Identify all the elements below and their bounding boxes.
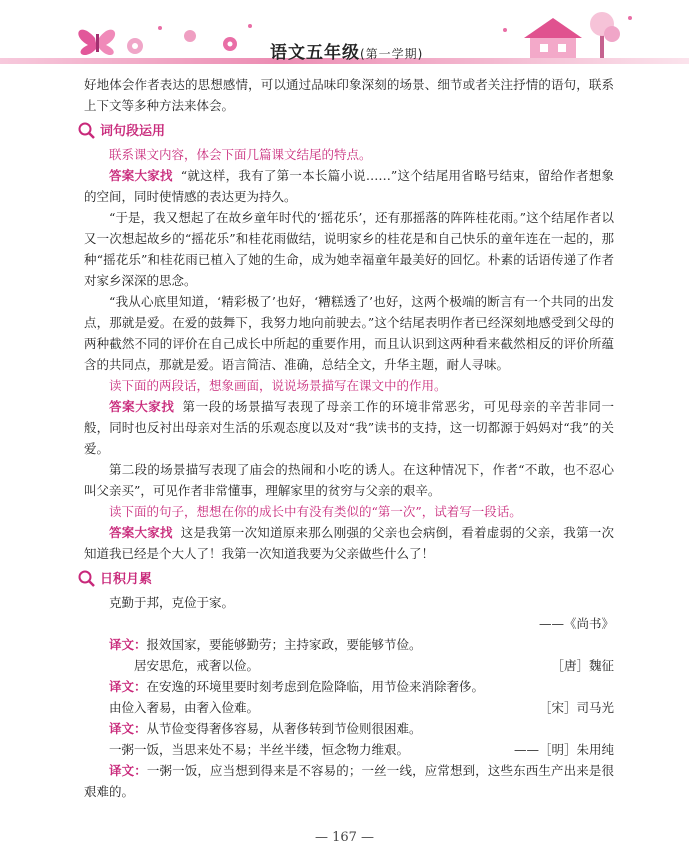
quote-source: ［唐］魏征 (551, 658, 614, 673)
quote-text: 克勤于邦，克俭于家。 (109, 595, 235, 610)
page-title (270, 38, 423, 63)
answer-paragraph: “于是，我又想起了在故乡童年时代的‘摇花乐’，还有那摇落的阵阵桂花雨。”这个结尾作者以又一次想起故乡的“摇花乐”和桂花雨做结，说明家乡的桂花是和自己快乐的童年连在一起的，那种“摇花乐”和桂花雨已植入了她的生命，成为她幸福童年最美好的回忆。朴素的话语传递了作者对家乡深深的思念。 (84, 210, 614, 288)
answer-text: “就这样，我有了第一本长篇小说……”这个结尾用省略号结束，留给作者想象的空间，同时使情感的表达更为持久。 (84, 168, 614, 204)
book-title: 语文五年级 (270, 43, 360, 63)
question-prompt-1: 联系课文内容，体会下面几篇课文结尾的特点。 (109, 147, 372, 162)
translation-text: 从节俭变得奢侈容易，从奢侈转到节俭则很困难。 (146, 721, 422, 736)
flower-left-icon (127, 30, 237, 54)
answer-label: 答案大家找 (109, 168, 173, 183)
translation-text: 一粥一饭，应当想到得来是不容易的；一丝一线，应常想到，这些东西生产出来是很艰难的。 (84, 763, 614, 799)
translation-label: 译文： (109, 637, 147, 652)
quote-text: 一粥一饭，当思来处不易；半丝半缕，恒念物力维艰。 (109, 742, 410, 757)
page-number: — 167 — (314, 830, 375, 845)
translation-label: 译文： (109, 763, 147, 778)
magnifier-icon (78, 570, 96, 588)
translation-label: 译文： (109, 721, 147, 736)
quote-translation (84, 760, 614, 802)
quote-text: 由俭入奢易，由奢入俭难。 (109, 700, 260, 715)
quote-source: ［宋］司马光 (538, 700, 614, 715)
tree-icon (590, 12, 620, 60)
quote-source: ——《尚书》 (538, 616, 614, 631)
answer-paragraph (84, 396, 614, 459)
answer-label: 答案大家找 (109, 525, 173, 540)
quote-row (84, 655, 614, 676)
section-heading-1 (78, 120, 614, 142)
butterfly-icon (78, 30, 115, 55)
book-subtitle: (第一学期) (360, 47, 424, 61)
answer-paragraph (84, 522, 614, 564)
answer-paragraph (84, 165, 614, 207)
answer-paragraph: “我从心底里知道，‘精彩极了’也好，‘糟糕透了’也好，这两个极端的断言有一个共同的出发点，那就是爱。在爱的鼓舞下，我努力地向前驶去。”这个结尾表明作者已经深刻地感受到父母的两种截然不同的评价在自己成长中所起的重要作用，而且认识到这两种看来截然相反的评价所蕴含的共同点，那就是爱。语言简洁、准确，总结全文，升华主题，耐人寻味。 (84, 294, 614, 372)
section-heading-2 (78, 568, 614, 590)
quote-translation (84, 718, 614, 739)
question-prompt-3: 读下面的句子，想想在你的成长中有没有类似的“第一次”，试着写一段话。 (109, 504, 522, 519)
question-prompt-2: 读下面的两段话，想象画面，说说场景描写在课文中的作用。 (109, 378, 447, 393)
page-content (84, 74, 614, 802)
quote-translation (84, 676, 614, 697)
house-icon (524, 18, 582, 60)
translation-text: 在安逸的环境里要时刻考虑到危险降临，用节俭来消除奢侈。 (146, 679, 485, 694)
magnifier-icon (78, 122, 96, 140)
quote-row (84, 697, 614, 718)
translation-label: 译文： (109, 679, 147, 694)
section-title: 词句段运用 (100, 123, 166, 139)
answer-text: 这是我第一次知道原来那么刚强的父亲也会病倒，看着虚弱的父亲，我第一次知道我已经是个大人了！我第一次知道我要为父亲做些什么了！ (84, 525, 614, 561)
quote-text: 居安思危，戒奢以俭。 (134, 658, 260, 673)
answer-paragraph: 第二段的场景描写表现了庙会的热闹和小吃的诱人。在这种情况下，作者“不敢，也不忍心叫父亲买”，可见作者非常懂事，理解家里的贫穷与父亲的艰辛。 (84, 462, 614, 498)
translation-text: 报效国家，要能够勤劳；主持家政，要能够节俭。 (146, 637, 422, 652)
answer-text: 第一段的场景描写表现了母亲工作的环境非常恶劣，可见母亲的辛苦非同一般，同时也反衬出母亲对生活的乐观态度以及对“我”读书的支持，这一切都源于妈妈对“我”的关爱。 (84, 399, 614, 456)
answer-label: 答案大家找 (109, 399, 175, 414)
quote-translation (84, 634, 614, 655)
quote-row (84, 739, 614, 760)
section-title: 日积月累 (100, 571, 153, 587)
quote-source: ——［明］朱用纯 (513, 742, 614, 757)
intro-text: 好地体会作者表达的思想感情，可以通过品味印象深刻的场景、细节或者关注抒情的语句，联系上下文等多种方法来体会。 (84, 77, 614, 113)
page-header (0, 0, 689, 80)
